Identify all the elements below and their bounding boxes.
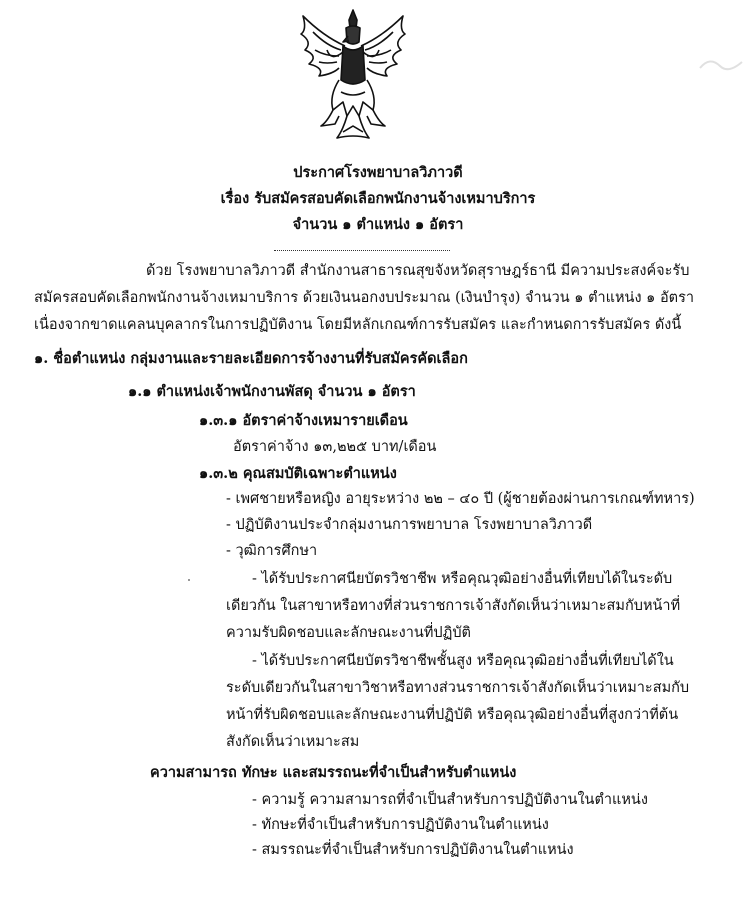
faint-stamp-mark [696,46,746,86]
competency-heading: ความสามารถ ทักษะ และสมรรถนะที่จำเป็นสำหรับตำแหน่ง [150,764,517,781]
qualification-heading: ๑.๓.๒ คุณสมบัติเฉพาะตำแหน่ง [199,465,397,482]
intro-line-2: สมัครสอบคัดเลือกพนักงานจ้างเหมาบริการ ด้วยเงินนอกงบประมาณ (เงินบำรุง) จำนวน ๑ ตำแหน่ง ๑ อัตรา [34,290,695,306]
education-option-2-line: - ได้รับประกาศนียบัตรวิชาชีพชั้นสูง หรือคุณวุฒิอย่างอื่นที่เทียบได้ใน [252,653,674,669]
education-option-1-line: ความรับผิดชอบและลักษณะงานที่ปฏิบัติ [226,625,471,641]
education-option-2-line: สังกัดเห็นว่าเหมาะสม [226,734,360,750]
competency-item: - สมรรถนะที่จำเป็นสำหรับการปฏิบัติงานในตำแหน่ง [252,842,574,858]
position-heading: ๑.๑ ตำแหน่งเจ้าพนักงานพัสดุ จำนวน ๑ อัตรา [128,383,416,400]
competency-item: - ความรู้ ความสามารถที่จำเป็นสำหรับการปฏิบัติงานในตำแหน่ง [252,792,648,808]
qualification-item: - วุฒิการศึกษา [226,543,318,559]
section-1-heading: ๑. ชื่อตำแหน่ง กลุ่มงานและรายละเอียดการจ้างงานที่รับสมัครคัดเลือก [34,350,468,367]
education-option-1-line: เดียวกัน ในสาขาหรือทางที่ส่วนราชการเจ้าสังกัดเห็นว่าเหมาะสมกับหน้าที่ [226,598,681,614]
announcement-subject: เรื่อง รับสมัครสอบคัดเลือกพนักงานจ้างเหมาบริการ [220,190,536,207]
intro-line-1: ด้วย โรงพยาบาลวิภาวดี สำนักงานสาธารณสุขจังหวัดสุราษฎร์ธานี มีความประสงค์จะรับ [146,263,690,279]
qualification-item: - เพศชายหรือหญิง อายุระหว่าง ๒๒ – ๔๐ ปี (ผู้ชายต้องผ่านการเกณฑ์ทหาร) [226,491,695,507]
announcement-title: ประกาศโรงพยาบาลวิภาวดี [293,164,463,181]
education-option-2-line: หน้าที่รับผิดชอบและลักษณะงานที่ปฏิบัติ หรือคุณวุฒิอย่างอื่นที่สูงกว่าที่ต้น [226,707,679,723]
education-option-1-line: - ได้รับประกาศนียบัตรวิชาชีพ หรือคุณวุฒิอย่างอื่นที่เทียบได้ในระดับ [252,571,673,587]
qualification-item: - ปฏิบัติงานประจำกลุ่มงานการพยาบาล โรงพยาบาลวิภาวดี [226,517,593,533]
wage-value: อัตราค่าจ้าง ๑๓,๒๒๕ บาท/เดือน [233,439,437,455]
dotted-divider [274,250,450,251]
scan-speck [188,579,190,581]
intro-line-3: เนื่องจากขาดแคลนบุคลากรในการปฏิบัติงาน โดยมีหลักเกณฑ์การรับสมัคร และกำหนดการรับสมัคร ดังนี้ [34,317,682,333]
education-option-2-line: ระดับเดียวกันในสาขาวิชาหรือทางส่วนราชการเจ้าสังกัดเห็นว่าเหมาะสมกับ [226,680,690,696]
competency-item: - ทักษะที่จำเป็นสำหรับการปฏิบัติงานในตำแหน่ง [252,817,549,833]
announcement-count: จำนวน ๑ ตำแหน่ง ๑ อัตรา [292,216,464,233]
garuda-emblem-icon [293,6,413,146]
wage-heading: ๑.๓.๑ อัตราค่าจ้างเหมารายเดือน [199,412,408,429]
